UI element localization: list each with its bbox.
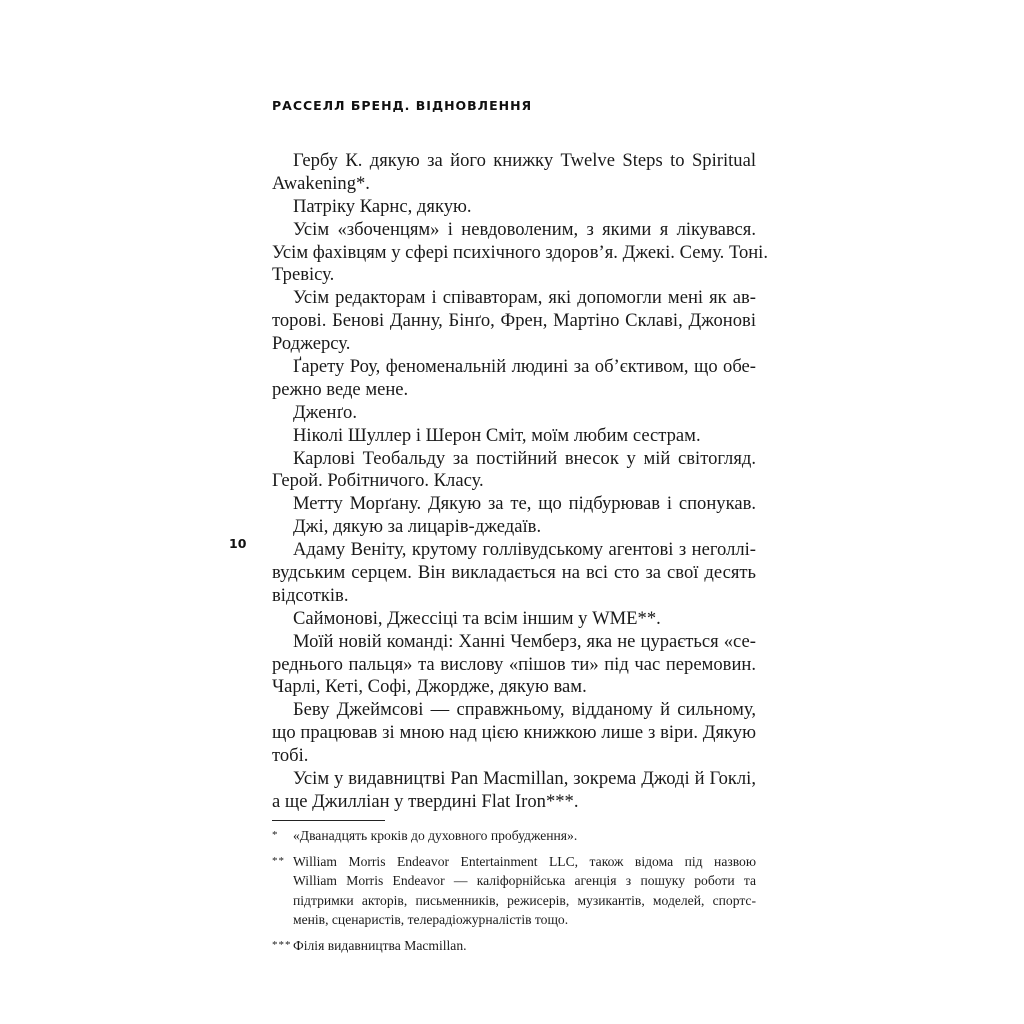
body-line: тобі. [272, 745, 309, 767]
body-line: Усім фахівцям у сфері психічного здоров’я. Джекі. Сему. Тоні. [272, 241, 769, 263]
body-line: Метту Морґану. Дякую за те, що підбурював і спонукав. [293, 493, 756, 515]
footnote [272, 826, 756, 846]
body-line: Джі, дякую за лицарів-джедаїв. [293, 516, 542, 538]
body-line: Усім «збоченцям» і невдоволеним, з якими я лікувався. [293, 218, 756, 240]
footnote-divider [272, 820, 385, 821]
body-line: Дженґо. [293, 401, 357, 423]
body-line: реднього пальця» та вислову «пішов ти» під час перемовин. [272, 653, 756, 675]
body-line: що працював зі мною над цією книжкою лише з віри. Дякую [272, 722, 756, 744]
body-line: Ніколі Шуллер і Шерон Сміт, моїм любим сестрам. [293, 424, 701, 446]
body-line: торові. Беновi Данну, Бінґо, Френ, Мартіно Склаві, Джонові [272, 310, 756, 332]
footnote-line: підтримки акторів, письменників, режисерів, музикантів, моделей, спортс- [293, 892, 756, 908]
footnote-line: менів, сценаристів, телерадіожурналістів тощо. [293, 912, 569, 928]
body-line: Герой. Робітничого. Класу. [272, 470, 484, 492]
body-line: режно веде мене. [272, 378, 409, 400]
footnote-mark: * [272, 829, 279, 841]
body-line: відсотків. [272, 584, 349, 606]
body-line: Моїй новій команді: Ханні Чемберз, яка не цурається «се- [293, 630, 756, 652]
footnote [272, 852, 756, 930]
body-line: Патріку Карнс, дякую. [293, 195, 472, 217]
body-line: Беву Джеймсові — справжньому, відданому й сильному, [293, 699, 756, 721]
body-line: Ґарету Роу, феноменальній людині за об’єктивом, що обе- [293, 356, 756, 378]
body-line: Карлові Теобальду за постійний внесок у мій світогляд. [293, 447, 756, 469]
body-line: вудським серцем. Він викладається на всі сто за свої десять [272, 562, 756, 584]
body-line: Чарлі, Кеті, Софі, Джордже, дякую вам. [272, 676, 587, 698]
footnote-line: William Morris Endeavor Entertainment LLC, також відома під назвою [293, 853, 756, 869]
body-line: Awakening*. [272, 172, 370, 194]
page-number: 10 [229, 536, 247, 551]
body-line: Тревісу. [272, 264, 335, 286]
body-line: Саймонові, Джессіці та всім іншим у WME**. [293, 607, 661, 629]
body-line: Роджерсу. [272, 333, 351, 355]
body-text [272, 150, 769, 814]
body-line: а ще Джилліан у твердині Flat Iron***. [272, 790, 579, 812]
footnotes [272, 826, 756, 962]
footnote-mark: ** [272, 854, 285, 867]
footnote-mark: *** [272, 938, 292, 951]
footnote-line: Філія видавництва Macmillan. [293, 937, 467, 953]
footnote [272, 936, 756, 956]
footnote-line: «Дванадцять кроків до духовного пробудження». [293, 828, 578, 843]
body-line: Гербу К. дякую за його книжку Twelve Steps to Spiritual [293, 150, 756, 171]
body-line: Адаму Веніту, крутому голлівудському агентові з неголлі- [293, 539, 756, 561]
footnote-line: William Morris Endeavor — каліфорнійська агенція з пошуку роботи та [293, 873, 756, 889]
body-line: Усім у видавництві Pan Macmillan, зокрема Джоді й Гоклі, [293, 768, 756, 790]
running-head: РАССЕЛЛ БРЕНД. ВІДНОВЛЕННЯ [272, 98, 533, 113]
body-line: Усім редакторам і співавторам, які допомогли мені як ав- [293, 287, 756, 309]
